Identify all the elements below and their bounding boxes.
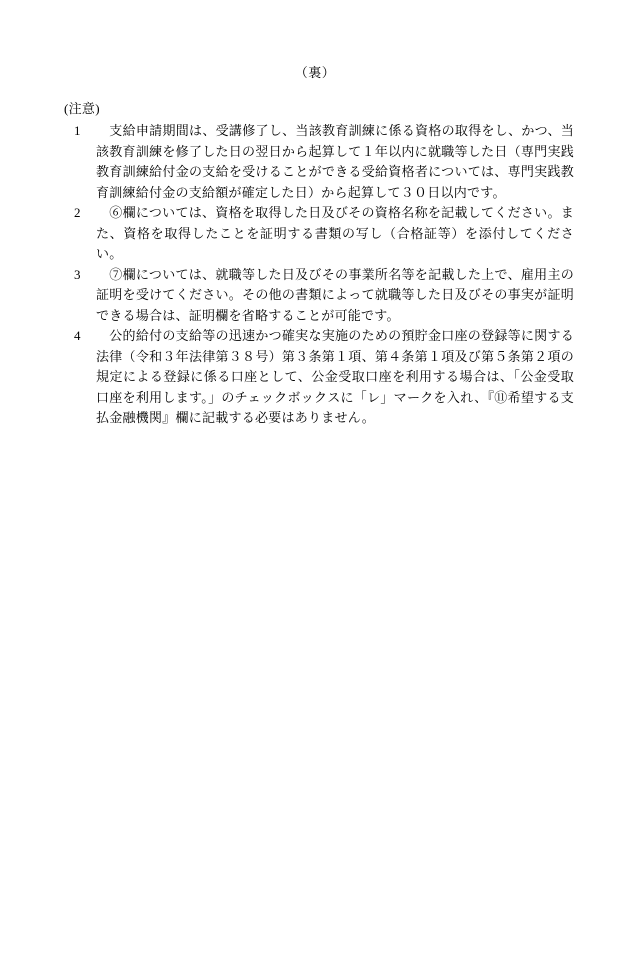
document-page [0, 62, 630, 965]
note-number: 3 [74, 266, 81, 282]
note-text: ⑦欄については、就職等した日及びその事業所名等を記載した上で、雇用主の証明を受けてください。その他の書類によって就職等した日及びその事実が証明できる場合は、証明欄を省略することが可能です。 [96, 266, 574, 323]
notes-heading: (注意) [64, 101, 100, 116]
note-text: 公的給付の支給等の迅速かつ確実な実施のための預貯金口座の登録等に関する法律（令和３年法律第３８号）第３条第１項、第４条第１項及び第５条第２項の規定による登録に係る口座として、公金受取口座を利用する場合は、「公金受取口座を利用します。」のチェックボックスに「レ」マークを入れ、『⑪希望する支払金融機関』欄に記載する必要はありません。 [96, 328, 574, 425]
note-number: 4 [74, 328, 81, 343]
note-number: 2 [74, 205, 81, 220]
list-item [64, 326, 574, 429]
note-text: 支給申請期間は、受講修了し、当該教育訓練に係る資格の取得をし、かつ、当該教育訓練を修了した日の翌日から起算して１年以内に就職等した日（専門実践教育訓練給付金の支給を受けることができる受給資格者については、専門実践教育訓練給付金の支給額が確定した日）から起算して３０日以内です。 [96, 123, 574, 200]
list-item [64, 265, 574, 327]
list-item [64, 203, 574, 265]
page-side-marker: （裏） [294, 65, 336, 80]
notes-list [64, 121, 574, 429]
list-item [64, 121, 574, 203]
note-number: 1 [74, 123, 81, 138]
note-text: ⑥欄については、資格を取得した日及びその資格名称を記載してください。また、資格を取得したことを証明する書類の写し（合格証等）を添付してください。 [96, 205, 574, 261]
